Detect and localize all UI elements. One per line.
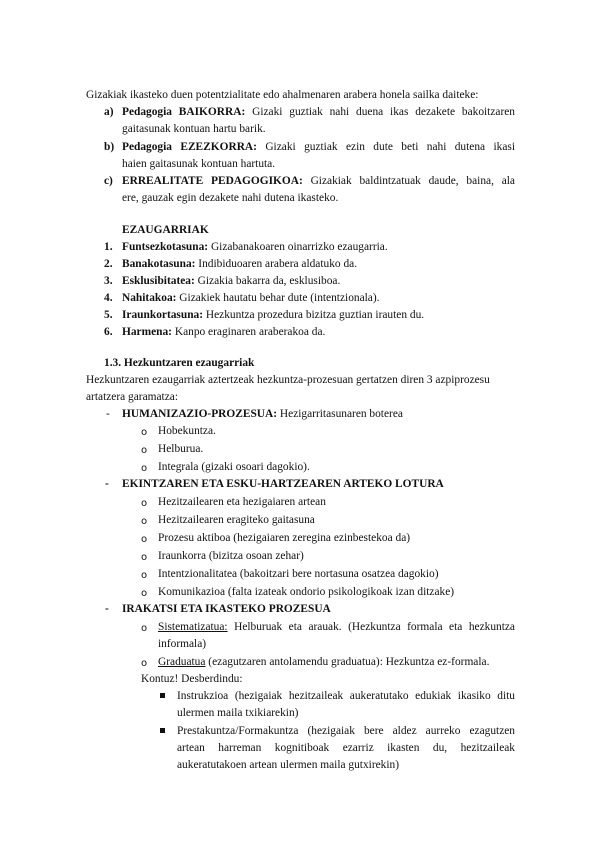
process1-item-2: Helburua.	[158, 443, 204, 455]
prestakuntza-item-cont-2: aukeratutakoen artean ulermen maila gutxirekin)	[177, 759, 400, 771]
intro-text: Gizakiak ikasteko duen potentzialitate edo ahalmenaren arabera honela sailka daiteke:	[86, 89, 479, 101]
feature-item-2: 2.	[104, 258, 113, 270]
feature-text-3: Esklusibitatea: Gizakia bakarra da, esklusiboa.	[122, 275, 341, 287]
graduatua-item: Graduatua (ezagutzaren antolamendu graduatua): Hezkuntza ez-formala.	[158, 656, 490, 668]
instrukzioa-item: Instrukzioa (hezigaiak hezitzaileak aukeratutako edukiak ikasiko ditu	[177, 690, 515, 702]
circle-bullet-icon: o	[141, 570, 148, 581]
class-item-c-cont: ere, gauzak egin dezakete nahi dutena ikasteko.	[122, 192, 339, 204]
square-bullet-icon	[160, 693, 165, 698]
section-intro-line-1: Hezkuntzaren ezaugarriak aztertzeak hezkuntza-prozesuan gertatzen diren 3 azpiprozesu	[86, 374, 490, 386]
process2-item-6: Komunikazioa (falta izateak ondorio psikologikoak izan ditzake)	[158, 586, 455, 598]
process3-dash: -	[105, 603, 109, 615]
class-marker-b: b)	[104, 141, 115, 153]
feature-item-4: 4.	[104, 292, 113, 304]
section-intro-line-2: artatzera garamatza:	[86, 391, 178, 403]
process1-item-1: Hobekuntza.	[158, 425, 216, 437]
class-item-c: ERREALITATE PEDAGOGIKOA: Gizakiak baldintzatuak daude, baina, ala	[122, 175, 515, 187]
prestakuntza-item-cont-1: artean harreman kognitiboak ezarriz ikasten du, hezitzaileak	[177, 742, 515, 754]
circle-bullet-icon: o	[141, 623, 148, 634]
class-item-a: Pedagogia BAIKORRA: Gizaki guztiak nahi duena ikas dezakete bakoitzaren	[122, 106, 515, 118]
sistematizatua-item: Sistematizatua: Helburuak eta arauak. (Hezkuntza formala eta hezkuntza	[158, 621, 515, 633]
class-item-b-cont: haien gaitasunak kontuan hartuta.	[122, 158, 276, 170]
process2-item-3: Prozesu aktiboa (hezigaiaren zeregina ezinbestekoa da)	[158, 532, 411, 544]
features-heading: EZAUGARRIAK	[122, 224, 209, 236]
circle-bullet-icon: o	[141, 534, 148, 545]
circle-bullet-icon: o	[141, 427, 148, 438]
circle-bullet-icon: o	[141, 658, 148, 669]
feature-text-4: Nahitakoa: Gizakiek hautatu behar dute (intentzionala).	[122, 292, 380, 304]
class-marker-c: c)	[104, 175, 113, 187]
process1-heading: HUMANIZAZIO-PROZESUA: Hezigarritasunaren boterea	[122, 408, 403, 420]
feature-item-5: 5.	[104, 309, 113, 321]
circle-bullet-icon: o	[141, 552, 148, 563]
process2-item-4: Iraunkorra (bizitza osoan zehar)	[158, 550, 304, 562]
class-item-b: Pedagogia EZEZKORRA: Gizaki guztiak ezin dute beti nahi dutena ikasi	[122, 141, 515, 153]
square-bullet-icon	[160, 728, 165, 733]
instrukzioa-item-cont: ulermen maila txikiarekin)	[177, 707, 299, 719]
circle-bullet-icon: o	[141, 445, 148, 456]
process2-heading: EKINTZAREN ETA ESKU-HARTZEAREN ARTEKO LOTURA	[122, 478, 444, 490]
feature-item-3: 3.	[104, 275, 113, 287]
kontuz-note: Kontuz! Desberdindu:	[141, 673, 243, 685]
feature-text-1: Funtsezkotasuna: Gizabanakoaren oinarrizko ezaugarria.	[122, 241, 388, 253]
sistematizatua-item-cont: informala)	[158, 638, 207, 650]
process2-item-2: Hezitzailearen eragiteko gaitasuna	[158, 514, 315, 526]
process2-dash: -	[105, 478, 109, 490]
process1-dash: -	[106, 408, 110, 420]
process2-item-1: Hezitzailearen eta hezigaiaren artean	[158, 496, 326, 508]
process1-item-3: Integrala (gizaki osoari dagokio).	[158, 461, 310, 473]
feature-text-2: Banakotasuna: Indibiduoaren arabera aldatuko da.	[122, 258, 358, 270]
circle-bullet-icon: o	[141, 516, 148, 527]
prestakuntza-item: Prestakuntza/Formakuntza (hezigaiak bere aldez aurreko ezagutzen	[177, 725, 515, 737]
feature-text-5: Iraunkortasuna: Hezkuntza prozedura bizitza guztian irauten du.	[122, 309, 425, 321]
class-marker-a: a)	[104, 106, 114, 118]
feature-item-1: 1.	[104, 241, 113, 253]
process2-item-5: Intentzionalitatea (bakoitzari bere nortasuna osatzea dagokio)	[158, 568, 439, 580]
feature-text-6: Harmena: Kanpo eraginaren araberakoa da.	[122, 326, 326, 338]
circle-bullet-icon: o	[141, 498, 148, 509]
process3-heading: IRAKATSI ETA IKASTEKO PROZESUA	[122, 603, 331, 615]
circle-bullet-icon: o	[141, 588, 148, 599]
class-item-a-cont: gaitasunak kontuan hartu barik.	[122, 123, 266, 135]
section-heading: 1.3. Hezkuntzaren ezaugarriak	[104, 357, 255, 369]
feature-item-6: 6.	[104, 326, 113, 338]
circle-bullet-icon: o	[141, 463, 148, 474]
